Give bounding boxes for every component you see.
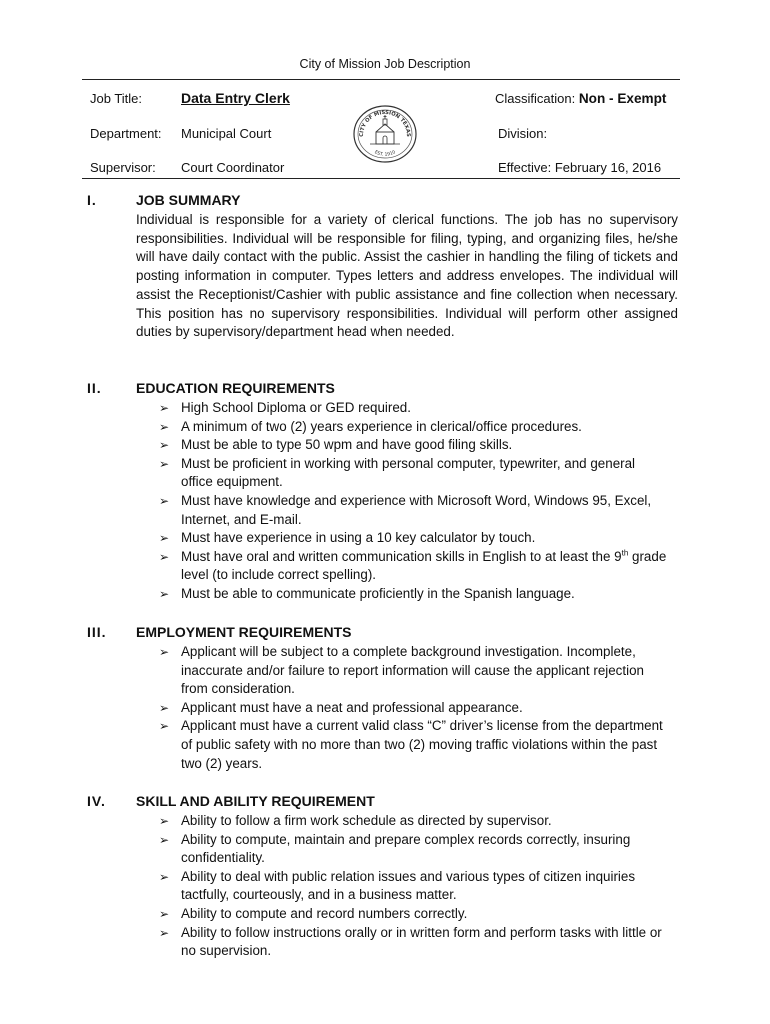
section-heading: SKILL AND ABILITY REQUIREMENT — [136, 793, 375, 809]
bullet-arrow-icon: ➢ — [159, 419, 170, 434]
section-number: IV. — [87, 793, 106, 809]
effective-field — [498, 160, 661, 175]
section-heading: JOB SUMMARY — [136, 192, 241, 208]
section-heading: EMPLOYMENT REQUIREMENTS — [136, 624, 352, 640]
list-item: ➢ Applicant must have a neat and professional appearance. — [159, 699, 669, 718]
bullet-arrow-icon: ➢ — [159, 869, 170, 884]
list-item: ➢ Must be able to communicate proficiently in the Spanish language. — [159, 585, 669, 604]
department-label: Department: — [90, 126, 162, 141]
bullet-arrow-icon: ➢ — [159, 438, 170, 453]
section-number: II. — [87, 380, 102, 396]
skills-list — [159, 812, 669, 961]
department-value: Municipal Court — [181, 126, 272, 141]
list-item: ➢ Ability to compute and record numbers correctly. — [159, 905, 669, 924]
division-label: Division: — [498, 126, 548, 141]
job-title-value: Data Entry Clerk — [181, 90, 290, 106]
list-item: ➢ Ability to deal with public relation issues and various types of citizen inquiries tactfully, courteously, and in a business matter. — [159, 868, 636, 903]
bullet-arrow-icon: ➢ — [159, 832, 170, 847]
classification-field — [495, 91, 666, 106]
bullet-arrow-icon: ➢ — [159, 719, 170, 734]
list-item: ➢ Must have experience in using a 10 key calculator by touch. — [159, 529, 669, 548]
list-item: ➢ Applicant will be subject to a complete background investigation. Incomplete, inaccurate and/or failure to report information will cause the applicant rejection from consideration. — [159, 644, 644, 697]
list-item: ➢ Must have oral and written communication skills in English to at least the 9th grade level (to include correct spelling). — [159, 548, 667, 583]
section-education-requirements — [87, 380, 687, 610]
bullet-arrow-icon: ➢ — [159, 456, 170, 471]
effective-label: Effective: — [498, 160, 552, 175]
education-list — [159, 399, 669, 604]
document-title: City of Mission Job Description — [299, 57, 471, 71]
supervisor-value: Court Coordinator — [181, 160, 285, 175]
list-item: ➢ High School Diploma or GED required. — [159, 399, 669, 418]
list-item: ➢ Ability to follow a firm work schedule as directed by supervisor. — [159, 812, 669, 831]
seal-top-text: CITY OF MISSION TEXAS — [358, 109, 412, 138]
city-seal-icon — [352, 104, 418, 164]
classification-value: Non - Exempt — [578, 91, 667, 106]
bullet-arrow-icon: ➢ — [159, 700, 170, 715]
list-item: ➢ Ability to follow instructions orally or in written form and perform tasks with little or no supervision. — [159, 924, 662, 959]
bullet-arrow-icon: ➢ — [159, 586, 170, 601]
supervisor-label: Supervisor: — [90, 160, 156, 175]
list-item: ➢ A minimum of two (2) years experience in clerical/office procedures. — [159, 418, 669, 437]
bullet-arrow-icon: ➢ — [159, 925, 170, 940]
bullet-arrow-icon: ➢ — [159, 906, 170, 921]
header-bottom-rule — [82, 178, 680, 179]
bullet-arrow-icon: ➢ — [159, 645, 170, 659]
section-heading: EDUCATION REQUIREMENTS — [136, 380, 335, 396]
list-item: ➢ Ability to compute, maintain and prepare complex records correctly, insuring confidentiality. — [159, 831, 631, 866]
employment-list — [159, 643, 669, 773]
job-summary-text: Individual is responsible for a variety of clerical functions. The job has no supervisory responsibilities. Individual will be responsible for filing, typing, and organizing files, he/she will have daily contact with the public. Assist the cashier in handling the filing of tickets and posting information in computer. Types letters and address envelopes. The individual will assist the Receptionist/Cashier with public assistance and fine collection when necessary. This position has no supervisory responsibilities. Individual will perform other assigned duties by supervisory/department head when needed. — [136, 212, 678, 340]
bullet-arrow-icon: ➢ — [159, 814, 170, 828]
effective-value: February 16, 2016 — [554, 160, 662, 175]
bullet-arrow-icon: ➢ — [159, 493, 170, 508]
section-skill-ability-requirement — [87, 793, 687, 973]
bullet-arrow-icon: ➢ — [159, 401, 170, 415]
list-item: ➢ Applicant must have a current valid class “C” driver’s license from the department of public safety with no more than two (2) moving traffic violations within the past two (2) years. — [159, 718, 663, 771]
section-employment-requirements — [87, 624, 687, 784]
bullet-arrow-icon: ➢ — [159, 531, 170, 546]
bullet-arrow-icon: ➢ — [159, 549, 170, 564]
seal-bottom-text: EST. 1910 — [373, 150, 397, 158]
section-job-summary — [87, 192, 687, 362]
list-item: ➢ Must be proficient in working with personal computer, typewriter, and general office equipment. — [159, 455, 636, 490]
job-title-label: Job Title: — [90, 91, 143, 106]
header-top-rule — [82, 79, 680, 80]
section-number: III. — [87, 624, 107, 640]
list-item: ➢ Must be able to type 50 wpm and have good filing skills. — [159, 436, 669, 455]
classification-label: Classification: — [495, 91, 576, 106]
section-number: I. — [87, 192, 97, 208]
list-item: ➢ Must have knowledge and experience with Microsoft Word, Windows 95, Excel, Internet, and E-mail. — [159, 492, 652, 527]
